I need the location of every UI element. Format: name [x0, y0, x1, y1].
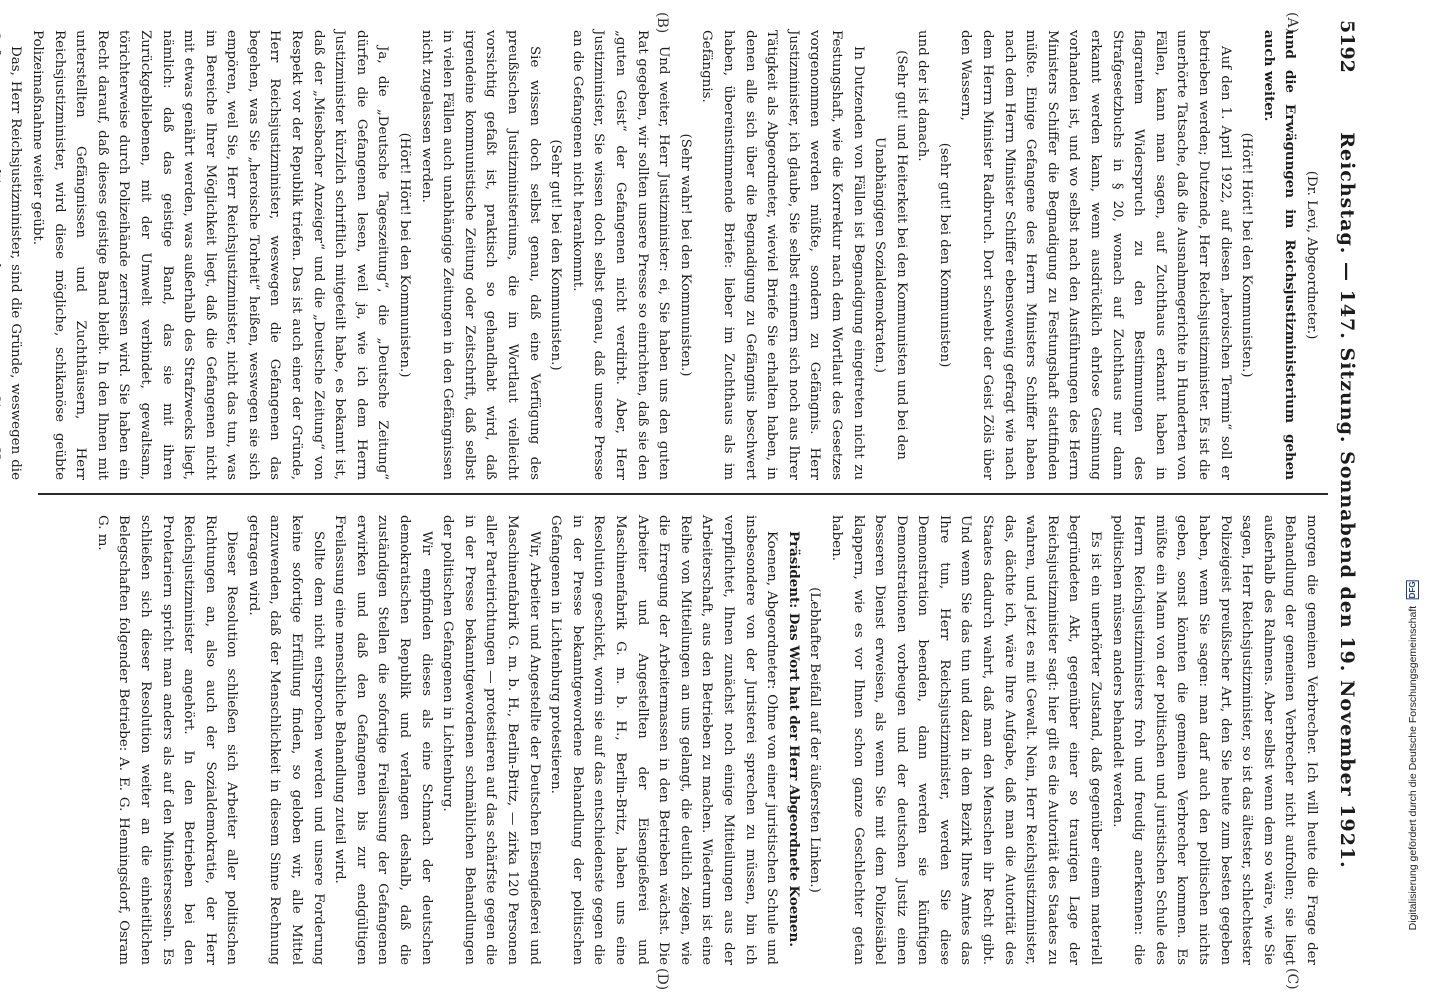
paragraph: Es ist ein unerhörter Zustand, daß gegenüber einem materiell begründeten Akt, gegenüber einer so traurigen Lage der Reichsjustizminister sagt: hier gilt es die Autorität des Staates zu wahren, und jetzt es mit Gewalt. Nein, Herr Reichsjustizminister, das, dächte ich, wäre Ihre Aufgabe, daß man die Autorität des Staates dadurch wahrt, daß man den Menschen ihr Recht gibt. Und wenn Sie das tun und dazu in dem Bezirk Ihres Amtes das Ihre tun, Herr Reichsjustizminister, werden Sie diese Demonstration beenden, dann werden sie künftigen Demonstrationen vorbeugen und der deutschen Justiz einen besseren Dienst erweisen, als wenn Sie mit dem Polizeisäbel klappern, wie es vor Ihnen schon ganze Geschlechter getan haben.	[828, 515, 1104, 965]
interjection: (sehr gut! bei den Kommunisten)	[936, 142, 952, 368]
paragraph: Koenen, Abgeordneter: Ohne von einer juristischen Schule und insbesondere von der Juristerei sprechen zu müssen, bin ich verpflichtet, Ihnen zunächst noch einige Mitteilungen aus der Arbeiterschaft, aus den Betrieben zu machen. Wiederum ist eine Reihe von Mitteilungen an uns gelangt, die deutlich zeigen, wie die Erregung der Arbeitermassen in den Betrieben wächst. Die Arbeiter und Angestellten der Eisengießerei und Maschinenfabrik G. m. b. H., Berlin-Britz, haben uns eine Resolution geschickt, worin sie auf das entschiedenste gegen die in der Presse bekanntgewordene Behandlung der politischen Gefangenen in Lichtenburg protestieren.	[548, 515, 780, 965]
margin-mark-b: (B)	[654, 12, 670, 34]
speaker-president: Präsident: Das Wort hat der Herr Abgeordnete Koenen.	[785, 531, 802, 947]
paragraph: und die Erwägungen im Reichsjustizministerium gehen auch weiter.	[1260, 30, 1299, 480]
margin-mark-d: (D)	[654, 968, 670, 991]
rotated-page	[8, 8, 1370, 993]
paragraph: und der ist danach.	[915, 30, 931, 162]
credit-text: Digitalisierung gefördert durch die Deutsche Forschungsgemeinschaft	[1407, 605, 1419, 931]
paragraph: Und weiter, Herr Justizminister: ei, Sie haben uns den guten Rat gegeben, wir sollten unsere Presse so einrichten, daß sie den „guten Geist“ der Gefangenen nicht verdirbt. Aber, Herr Justizminister, Sie wissen doch selbst genau, daß unsere Presse an die Gefangenen nicht herankommt.	[569, 30, 672, 480]
paragraph: In Dutzenden von Fällen ist Begnadigung eingetreten nicht zu Festungshaft, wie die Korrektur nach dem Wortlaut des Gesetzes vorgenommen werden müßte, sondern zu Gefängnis. Herr Justizminister, ich glaube, Sie selbst erinnern sich noch aus Ihrer Tätigkeit als Abgeordneter, wieviel Briefe Sie erhalten haben, in denen alle sich über die Begnadigung zu Gefängnis beschwert haben, übereinstimmende Briefe: lieber im Zuchthaus als im Gefängnis.	[699, 30, 866, 480]
page-header	[1330, 8, 1360, 993]
resolution-paragraph: Sollte dem nicht entsprochen werden und unsere Forderung keine sofortige Erfüllung finden, so geloben wir, alle Mittel anzuwenden, daß der Menschlichkeit in diesem Sinne Rechnung getragen wird.	[245, 515, 326, 965]
resolution-paragraph: Wir, Arbeiter und Angestellte der Deutschen Eisengießerei und Maschinenfabrik G. m. b. H., Berlin-Britz, — zirka 120 Personen aller Parteirichtungen — protestieren auf das schärfste gegen die in der Presse bekanntgewordenen schmählichen Behandlungen der politischen Gefangenen in Lichtenburg.	[440, 515, 542, 965]
interjection: (Lebhafter Beifall auf der äußersten Linken.)	[807, 587, 823, 893]
paragraph: Ja, die „Deutsche Tageszeitung“, die „Deutsche Zeitung“ dürfen die Gefangenen lesen, weil ja, wie ich dem Herrn Justizminister kürzlich schriftlich mitgeteilt habe, es bekannt ist, daß der „Miesbacher Anzeiger“ und die „Deutsche Zeitung“ von Respekt vor der Republik triefen. Das ist auch einer der Gründe, Herr Reichsjustizminister, weswegen die Gefangenen das begehen, was Sie „heroische Torheit“ heißen, weswegen sie sich empören, weil Sie, Herr Reichsjustizminister, nicht das tun, was im Bereiche Ihrer Möglichkeit liegt, daß die Gefangenen nicht mit etwas genährt werden, was außerhalb des Strafzwecks liegt, nämlich: daß das geistige Band, das sie mit ihren Zurückgebliebenen, mit der Umwelt verbindet, gewaltsam, törichterweise durch Polizeihände zerrissen wird. Sie haben ein Recht darauf, daß dieses geistige Band bleibt. In den Ihnen mit unterstellten Gefängnissen und Zuchthäusern, Herr Reichsjustizminister, wird diese mögliche, schikanöse geübte Polizeimaßnahme weiter geübt.	[29, 30, 391, 480]
right-column	[91, 515, 1322, 965]
paragraph: Sie wissen doch selbst genau, daß eine Verfügung des preußischen Justizministeriums, die im Wortlaut vielleicht vorsichtig gefaßt ist, praktisch so gehandhabt wird, daß irgendeine kommunistische Zeitung oder Zeitschrift, daß selbst in vielen Fällen auch unabhängige Zeitungen in den Gefängnissen nicht zugelassen werden.	[418, 30, 542, 480]
paragraph: Das, Herr Reichsjustizminister, sind die Gründe, weswegen die	[8, 46, 24, 480]
interjection: (Sehr gut! und Heiterkeit bei den Kommunisten und bei den Unabhängigen Sozialdemokraten.)	[872, 50, 909, 460]
margin-mark-c: (C)	[1284, 968, 1300, 990]
paragraph: morgen die gemeinen Verbrecher. Ich will heute die Frage der Behandlung der gemeinen Verbrecher nicht aufrollen; sie liegt außerhalb des Rahmens. Aber selbst wenn dem so wäre, wie Sie sagen, Herr Reichsjustizminister, so ist das ältester, schlechtester Polizeigeist preußischer Art, den Sie heute zum besten gegeben haben, wenn Sie sagen: man darf auch den politischen nichts geben, sonst könnten die gemeinen Verbrecher kommen. Es müßte ein Mann von der politischen und juristischen Schule des Herrn Reichsjustizministers froh und freudig anerkennen: die politischen müssen anders behandelt werden.	[1109, 515, 1319, 965]
paragraph: Dieser Resolution schließen sich Arbeiter aller politischen Richtungen an, also auch der Sozialdemokratie, der Herr Reichsjustizminister angehört. In den Betrieben bei den Proletariern spricht man anders als auf den Ministersesseln. Es schließen sich dieser Resolution weiter an die einheitlichen Belegschaften folgender Betriebe: A. E. G. Henningsdorf, Osram G. m.	[94, 515, 240, 965]
margin-mark-a: (A)	[1284, 12, 1300, 34]
resolution-paragraph: Wir empfinden dieses als eine Schmach der deutschen demokratischen Republik und verlangen deshalb, daß die zuständigen Stellen die sofortige Freilassung der Gefangenen erwirken und daß den Gefangenen bis zur endgültigen Freilassung eine menschliche Behandlung zuteil wird.	[332, 515, 434, 965]
interjection: (Sehr wahr! bei den Kommunisten.)	[677, 133, 693, 377]
dfg-logo: DFG	[1408, 581, 1417, 598]
speaker-label: (Dr. Levi, Abgeordneter.)	[1304, 170, 1319, 340]
page-title: Reichstag. — 147. Sitzung. Sonnabend den 19. November 1921.	[1336, 132, 1358, 869]
digitization-credit	[1406, 580, 1422, 930]
page-number: 5192	[1336, 20, 1358, 73]
left-column	[0, 30, 1322, 480]
interjection: (Hört! Hört! bei den Kommunisten.)	[1239, 132, 1255, 378]
column-divider	[38, 493, 1328, 495]
interjection: (Hört! Hört! bei den Kommunisten.)	[397, 132, 413, 378]
interjection: (Sehr gut! bei den Kommunisten.)	[548, 139, 564, 371]
paragraph: Auf den 1. April 1922, auf diesen „heroischen Termin“ soll er betrieben werden; Dutzende, Herr Reichsjustizminister. Es ist die unerhörte Tatsache, daß die Ausnahmegerichte in Hunderten von Fällen, kann man sagen, auf Zuchthaus erkannt haben in flagrantem Widerspruch zu den Bestimmungen des Strafgesetzbuchs in § 20, wonach auf Zuchthaus nur dann erkannt werden kann, wenn ausdrücklich ehrlose Gesinnung vorhanden ist, und wo selbst nach den Ausführungen des Herrn Ministers Schiffer die Begnadigung zu Festungshaft stattfinden müßte. Einige Gefangene des Herrn Ministers Schiffer haben nach dem Herrn Minister Schiffer ebensowenig gefragt wie nach dem Herrn Minister Radbruch. Dort schwebt der Geist Zöls über den Wassern,	[958, 30, 1233, 480]
